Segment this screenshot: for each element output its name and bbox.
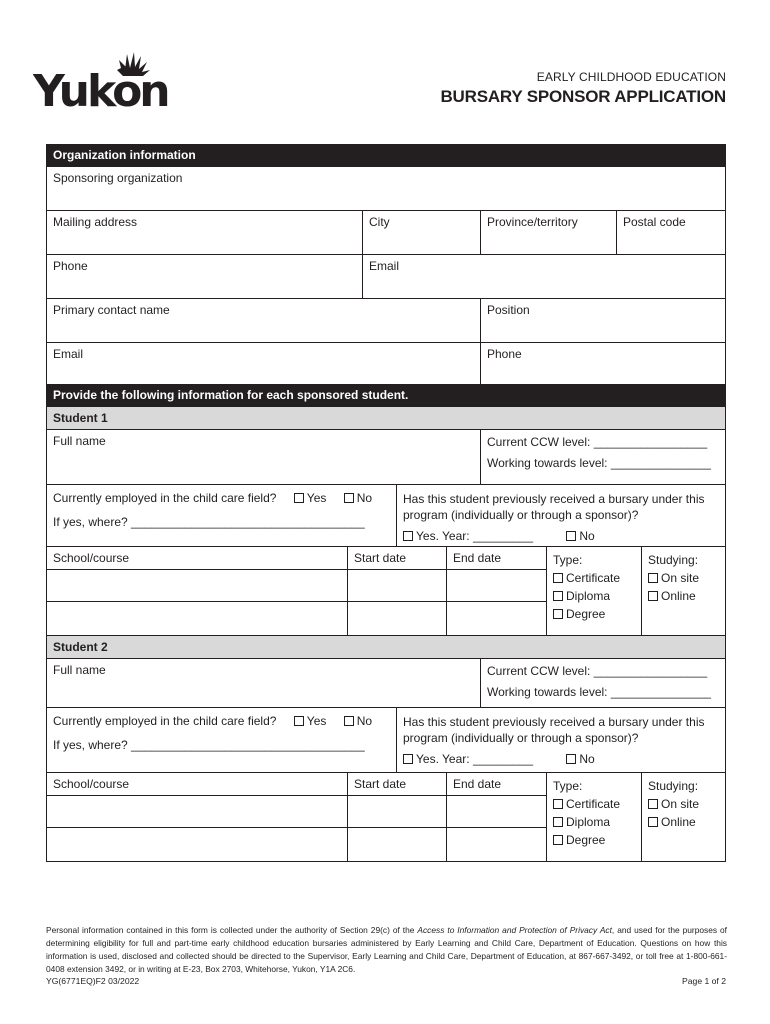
email-label: Email — [369, 259, 400, 273]
bursary-no-option[interactable] — [566, 529, 594, 543]
postal-code-label: Postal code — [623, 215, 686, 229]
bursary-yes-label: Yes. Year: _________ — [416, 529, 534, 543]
type-certificate-checkbox[interactable] — [553, 799, 563, 809]
end-date-label: End date — [453, 551, 502, 565]
employed-no-checkbox[interactable] — [344, 716, 354, 726]
contact-email-field[interactable] — [47, 343, 481, 384]
student-block-1 — [47, 407, 725, 636]
start-date-input-2[interactable] — [348, 828, 447, 861]
employed-yes-option[interactable] — [294, 491, 327, 505]
studying-onsite-checkbox[interactable] — [648, 573, 658, 583]
logo-wordmark: Yukon — [33, 66, 168, 110]
position-field[interactable] — [481, 299, 725, 342]
school-course-header — [47, 547, 348, 569]
studying-onsite-option[interactable] — [648, 569, 719, 587]
end-date-input-1[interactable] — [447, 796, 546, 827]
contact-phone-label: Phone — [487, 347, 522, 361]
privacy-notice — [46, 924, 727, 976]
section-students: Provide the following information for each sponsored student. — [47, 385, 725, 407]
position-label: Position — [487, 303, 530, 317]
start-date-input-1[interactable] — [348, 570, 447, 601]
employed-where-field[interactable]: If yes, where? ___________________________________ — [53, 515, 365, 529]
type-certificate-option[interactable] — [553, 795, 635, 813]
type-diploma-checkbox[interactable] — [553, 817, 563, 827]
bursary-no-checkbox[interactable] — [566, 754, 576, 764]
end-date-label: End date — [453, 777, 502, 791]
studying-online-option[interactable] — [648, 813, 719, 831]
type-diploma-label: Diploma — [566, 815, 611, 829]
school-course-input-1[interactable] — [47, 570, 348, 601]
student-block-2 — [47, 636, 725, 861]
full-name-label: Full name — [53, 434, 106, 448]
bursary-block — [397, 708, 725, 772]
start-date-input-1[interactable] — [348, 796, 447, 827]
section-organization: Organization information — [47, 145, 725, 167]
employed-no-label: No — [356, 714, 373, 728]
type-degree-checkbox[interactable] — [553, 609, 563, 619]
type-diploma-checkbox[interactable] — [553, 591, 563, 601]
bursary-no-checkbox[interactable] — [566, 531, 576, 541]
contact-phone-field[interactable] — [481, 343, 725, 384]
employed-no-label: No — [356, 491, 373, 505]
school-course-input-1[interactable] — [47, 796, 348, 827]
privacy-act-title: Access to Information and Protection of Privacy Act — [417, 925, 612, 935]
bursary-yes-checkbox[interactable] — [403, 531, 413, 541]
working-towards-field[interactable]: Working towards level: _______________ — [487, 685, 711, 699]
ccw-level-field[interactable]: Current CCW level: _________________ — [487, 664, 708, 678]
end-date-header — [447, 547, 546, 569]
privacy-notice-text: Personal information contained in this form is collected under the authority of Section 29(c) of the — [46, 925, 418, 935]
page-title: BURSARY SPONSOR APPLICATION — [440, 87, 726, 106]
type-certificate-option[interactable] — [553, 569, 635, 587]
type-degree-checkbox[interactable] — [553, 835, 563, 845]
studying-label: Studying: — [648, 779, 699, 793]
type-diploma-option[interactable] — [553, 813, 635, 831]
privacy-notice-text-end: , and used for the purposes of determining eligibility for full and part-time early childhood education bursaries administered by Early Learning and Child Care, Department of Education. Questions on how this information is used, disclosed and collected should be directed to the Supervisor, Early Learning and Child Care, Department of Education, at 867-667-3492, or toll free at 1-800-661-0408 extension 3492, or in writing at E-23, Box 2703, Whitehorse, Yukon, Y1A 2C6. — [46, 925, 728, 974]
type-block — [547, 773, 642, 861]
yukon-logo — [33, 48, 173, 110]
studying-block — [642, 773, 725, 861]
employment-block — [47, 485, 397, 546]
school-course-input-2[interactable] — [47, 828, 348, 861]
studying-online-label: Online — [661, 815, 696, 829]
employed-no-option[interactable] — [344, 714, 372, 728]
application-form — [46, 144, 726, 862]
studying-onsite-label: On site — [661, 797, 700, 811]
school-course-label: School/course — [53, 551, 130, 565]
end-date-input-1[interactable] — [447, 570, 546, 601]
full-name-field[interactable] — [47, 430, 481, 484]
employed-yes-checkbox[interactable] — [294, 716, 304, 726]
employment-block — [47, 708, 397, 772]
bursary-block — [397, 485, 725, 546]
employed-no-checkbox[interactable] — [344, 493, 354, 503]
city-field[interactable] — [363, 211, 481, 254]
ccw-level-block — [481, 430, 725, 484]
email-field[interactable] — [363, 255, 725, 298]
studying-onsite-checkbox[interactable] — [648, 799, 658, 809]
start-date-header — [348, 547, 447, 569]
studying-onsite-option[interactable] — [648, 795, 719, 813]
bursary-question: Has this student previously received a bursary under this program (individually or through a sponsor)? — [403, 715, 705, 745]
studying-online-label: Online — [661, 589, 696, 603]
studying-onsite-label: On site — [661, 571, 700, 585]
ccw-level-field[interactable]: Current CCW level: _________________ — [487, 435, 708, 449]
working-towards-field[interactable]: Working towards level: _______________ — [487, 456, 711, 470]
employed-yes-checkbox[interactable] — [294, 493, 304, 503]
type-certificate-checkbox[interactable] — [553, 573, 563, 583]
studying-online-option[interactable] — [648, 587, 719, 605]
province-label: Province/territory — [487, 215, 578, 229]
phone-label: Phone — [53, 259, 88, 273]
start-date-header — [348, 773, 447, 795]
mailing-address-field[interactable] — [47, 211, 363, 254]
bursary-yes-option[interactable] — [403, 752, 533, 766]
bursary-yes-option[interactable] — [403, 529, 533, 543]
province-field[interactable] — [481, 211, 617, 254]
primary-contact-field[interactable] — [47, 299, 481, 342]
bursary-no-label: No — [579, 752, 595, 766]
header-kicker: EARLY CHILDHOOD EDUCATION — [536, 70, 726, 84]
type-certificate-label: Certificate — [566, 797, 621, 811]
school-course-input-2[interactable] — [47, 602, 348, 635]
type-diploma-option[interactable] — [553, 587, 635, 605]
type-degree-label: Degree — [566, 833, 606, 847]
type-degree-option[interactable] — [553, 605, 635, 623]
studying-online-checkbox[interactable] — [648, 591, 658, 601]
sponsoring-organization-field[interactable] — [47, 167, 725, 210]
start-date-label: Start date — [354, 551, 407, 565]
employed-yes-label: Yes — [306, 491, 327, 505]
type-label: Type: — [553, 553, 583, 567]
student-heading: Student 1 — [47, 407, 725, 430]
end-date-input-2[interactable] — [447, 828, 546, 861]
bursary-no-label: No — [579, 529, 595, 543]
employed-no-option[interactable] — [344, 491, 372, 505]
page-number: Page 1 of 2 — [682, 976, 726, 986]
contact-email-label: Email — [53, 347, 84, 361]
studying-block — [642, 547, 725, 635]
bursary-question: Has this student previously received a bursary under this program (individually or through a sponsor)? — [403, 492, 705, 522]
studying-label: Studying: — [648, 553, 699, 567]
employed-yes-option[interactable] — [294, 714, 327, 728]
ccw-level-block — [481, 659, 725, 707]
full-name-label: Full name — [53, 663, 106, 677]
employed-yes-label: Yes — [306, 714, 327, 728]
form-code: YG(6771EQ)F2 03/2022 — [46, 976, 140, 986]
type-diploma-label: Diploma — [566, 589, 611, 603]
bursary-no-option[interactable] — [566, 752, 594, 766]
employed-question: Currently employed in the child care field? — [53, 714, 277, 728]
phone-field[interactable] — [47, 255, 363, 298]
bursary-yes-checkbox[interactable] — [403, 754, 413, 764]
type-certificate-label: Certificate — [566, 571, 621, 585]
city-label: City — [369, 215, 390, 229]
employed-question: Currently employed in the child care field? — [53, 491, 277, 505]
type-degree-label: Degree — [566, 607, 606, 621]
start-date-label: Start date — [354, 777, 407, 791]
employed-where-field[interactable]: If yes, where? ___________________________________ — [53, 738, 365, 752]
full-name-field[interactable] — [47, 659, 481, 707]
end-date-input-2[interactable] — [447, 602, 546, 635]
student-heading: Student 2 — [47, 636, 725, 659]
bursary-yes-label: Yes. Year: _________ — [416, 752, 534, 766]
start-date-input-2[interactable] — [348, 602, 447, 635]
school-course-label: School/course — [53, 777, 130, 791]
end-date-header — [447, 773, 546, 795]
type-label: Type: — [553, 779, 583, 793]
primary-contact-label: Primary contact name — [53, 303, 170, 317]
school-course-header — [47, 773, 348, 795]
type-block — [547, 547, 642, 635]
mailing-address-label: Mailing address — [53, 215, 138, 229]
postal-code-field[interactable] — [617, 211, 725, 254]
type-degree-option[interactable] — [553, 831, 635, 849]
studying-online-checkbox[interactable] — [648, 817, 658, 827]
sponsoring-organization-label: Sponsoring organization — [53, 171, 183, 185]
